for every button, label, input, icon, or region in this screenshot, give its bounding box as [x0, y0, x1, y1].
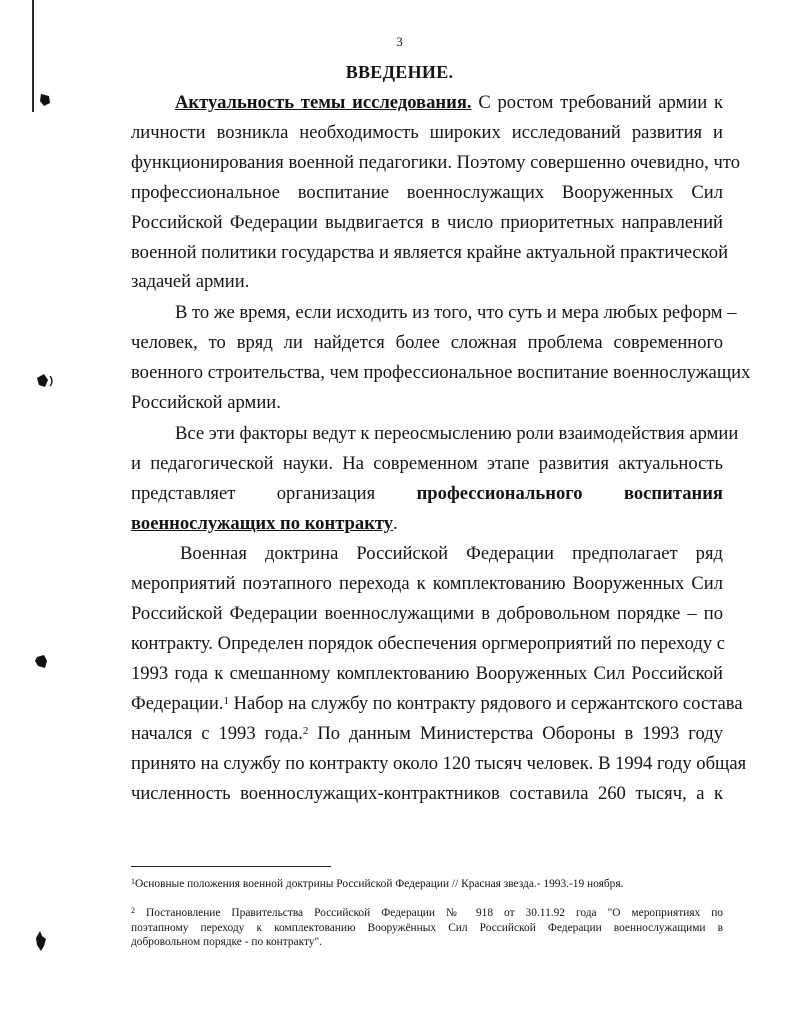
- text-line: численность военнослужащих-контрактников составила 260 тысяч, а к: [131, 783, 723, 804]
- footnote-2: $^2$ Постановление Правительства Российской Федерации № 918 от 30.11.92 года "О мероприятиях по: [131, 906, 724, 919]
- hole-punch-mark-icon: [38, 92, 52, 108]
- text-line: военного строительства, чем профессиональное воспитание военнослужащих: [131, 362, 751, 383]
- text-line: военной политики государства и является крайне актуальной практической: [131, 242, 729, 263]
- text-line: профессиональное воспитание военнослужащих Вооруженных Сил: [131, 182, 723, 203]
- footnote-2-line: поэтапному переходу к комплектованию Вооружённых Сил Российской Федерации военнослужащими в: [131, 921, 723, 934]
- text-line: военнослужащих по контракту.: [131, 513, 398, 534]
- footnote-ref: 2: [302, 725, 309, 737]
- text-line: Федерации.$^1$ Набор на службу по контракту рядового и сержантского состава: [131, 693, 743, 714]
- footnote-ref: 1: [223, 695, 229, 707]
- footnote-divider: [131, 866, 331, 867]
- text-line: контракту. Определен порядок обеспечения оргмероприятий по переходу с: [131, 633, 726, 654]
- hole-punch-mark-icon: [34, 654, 50, 670]
- page-number: 3: [396, 34, 403, 49]
- hole-punch-mark-icon: [34, 930, 48, 952]
- text-line: представляет организация профессионального воспитания: [131, 483, 723, 504]
- footnote-1: $^1$Основные положения военной доктрины Российской Федерации // Красная звезда.- 1993.-19 ноября.: [131, 877, 624, 890]
- emphasis-text: военнослужащих по контракту: [131, 513, 394, 534]
- text-line: Все эти факторы ведут к переосмыслению роли взаимодействия армии: [175, 423, 739, 444]
- text-line: Российской Федерации военнослужащими в добровольном порядке – по: [131, 603, 723, 624]
- page-title: ВВЕДЕНИЕ.: [345, 62, 454, 82]
- text-line: функционирования военной педагогики. Поэтому совершенно очевидно, что: [131, 152, 740, 173]
- scan-edge-line: [32, 0, 34, 112]
- section-lead: Актуальность темы исследования.: [175, 92, 472, 113]
- text-line: мероприятий поэтапного перехода к комплектованию Вооруженных Сил: [131, 573, 723, 594]
- emphasis-text: профессионального воспитания: [416, 483, 723, 504]
- text-line: и педагогической науки. На современном этапе развития актуальность: [131, 453, 723, 474]
- hole-punch-mark-icon: [35, 372, 55, 390]
- text-line: начался с 1993 года.$^2$ По данным Министерства Обороны в 1993 году: [131, 723, 723, 744]
- text-line: Военная доктрина Российской Федерации предполагает ряд: [180, 543, 723, 564]
- text-line: Российской Федерации выдвигается в число приоритетных направлений: [131, 212, 723, 233]
- text-line: Российской армии.: [131, 392, 281, 413]
- footnote-2-line: добровольном порядке - по контракту".: [131, 936, 323, 948]
- text-line: человек, то вряд ли найдется более сложная проблема современного: [131, 332, 723, 353]
- text-line: Актуальность темы исследования. С ростом требований армии к: [175, 92, 723, 113]
- text-line: В то же время, если исходить из того, что суть и мера любых реформ –: [175, 302, 737, 323]
- text-line: задачей армии.: [131, 271, 250, 292]
- text-line: принято на службу по контракту около 120 тысяч человек. В 1994 году общая: [131, 753, 747, 774]
- text-line: личности возникла необходимость широких исследований развития и: [131, 122, 723, 143]
- text-line: 1993 года к смешанному комплектованию Вооруженных Сил Российской: [131, 663, 723, 684]
